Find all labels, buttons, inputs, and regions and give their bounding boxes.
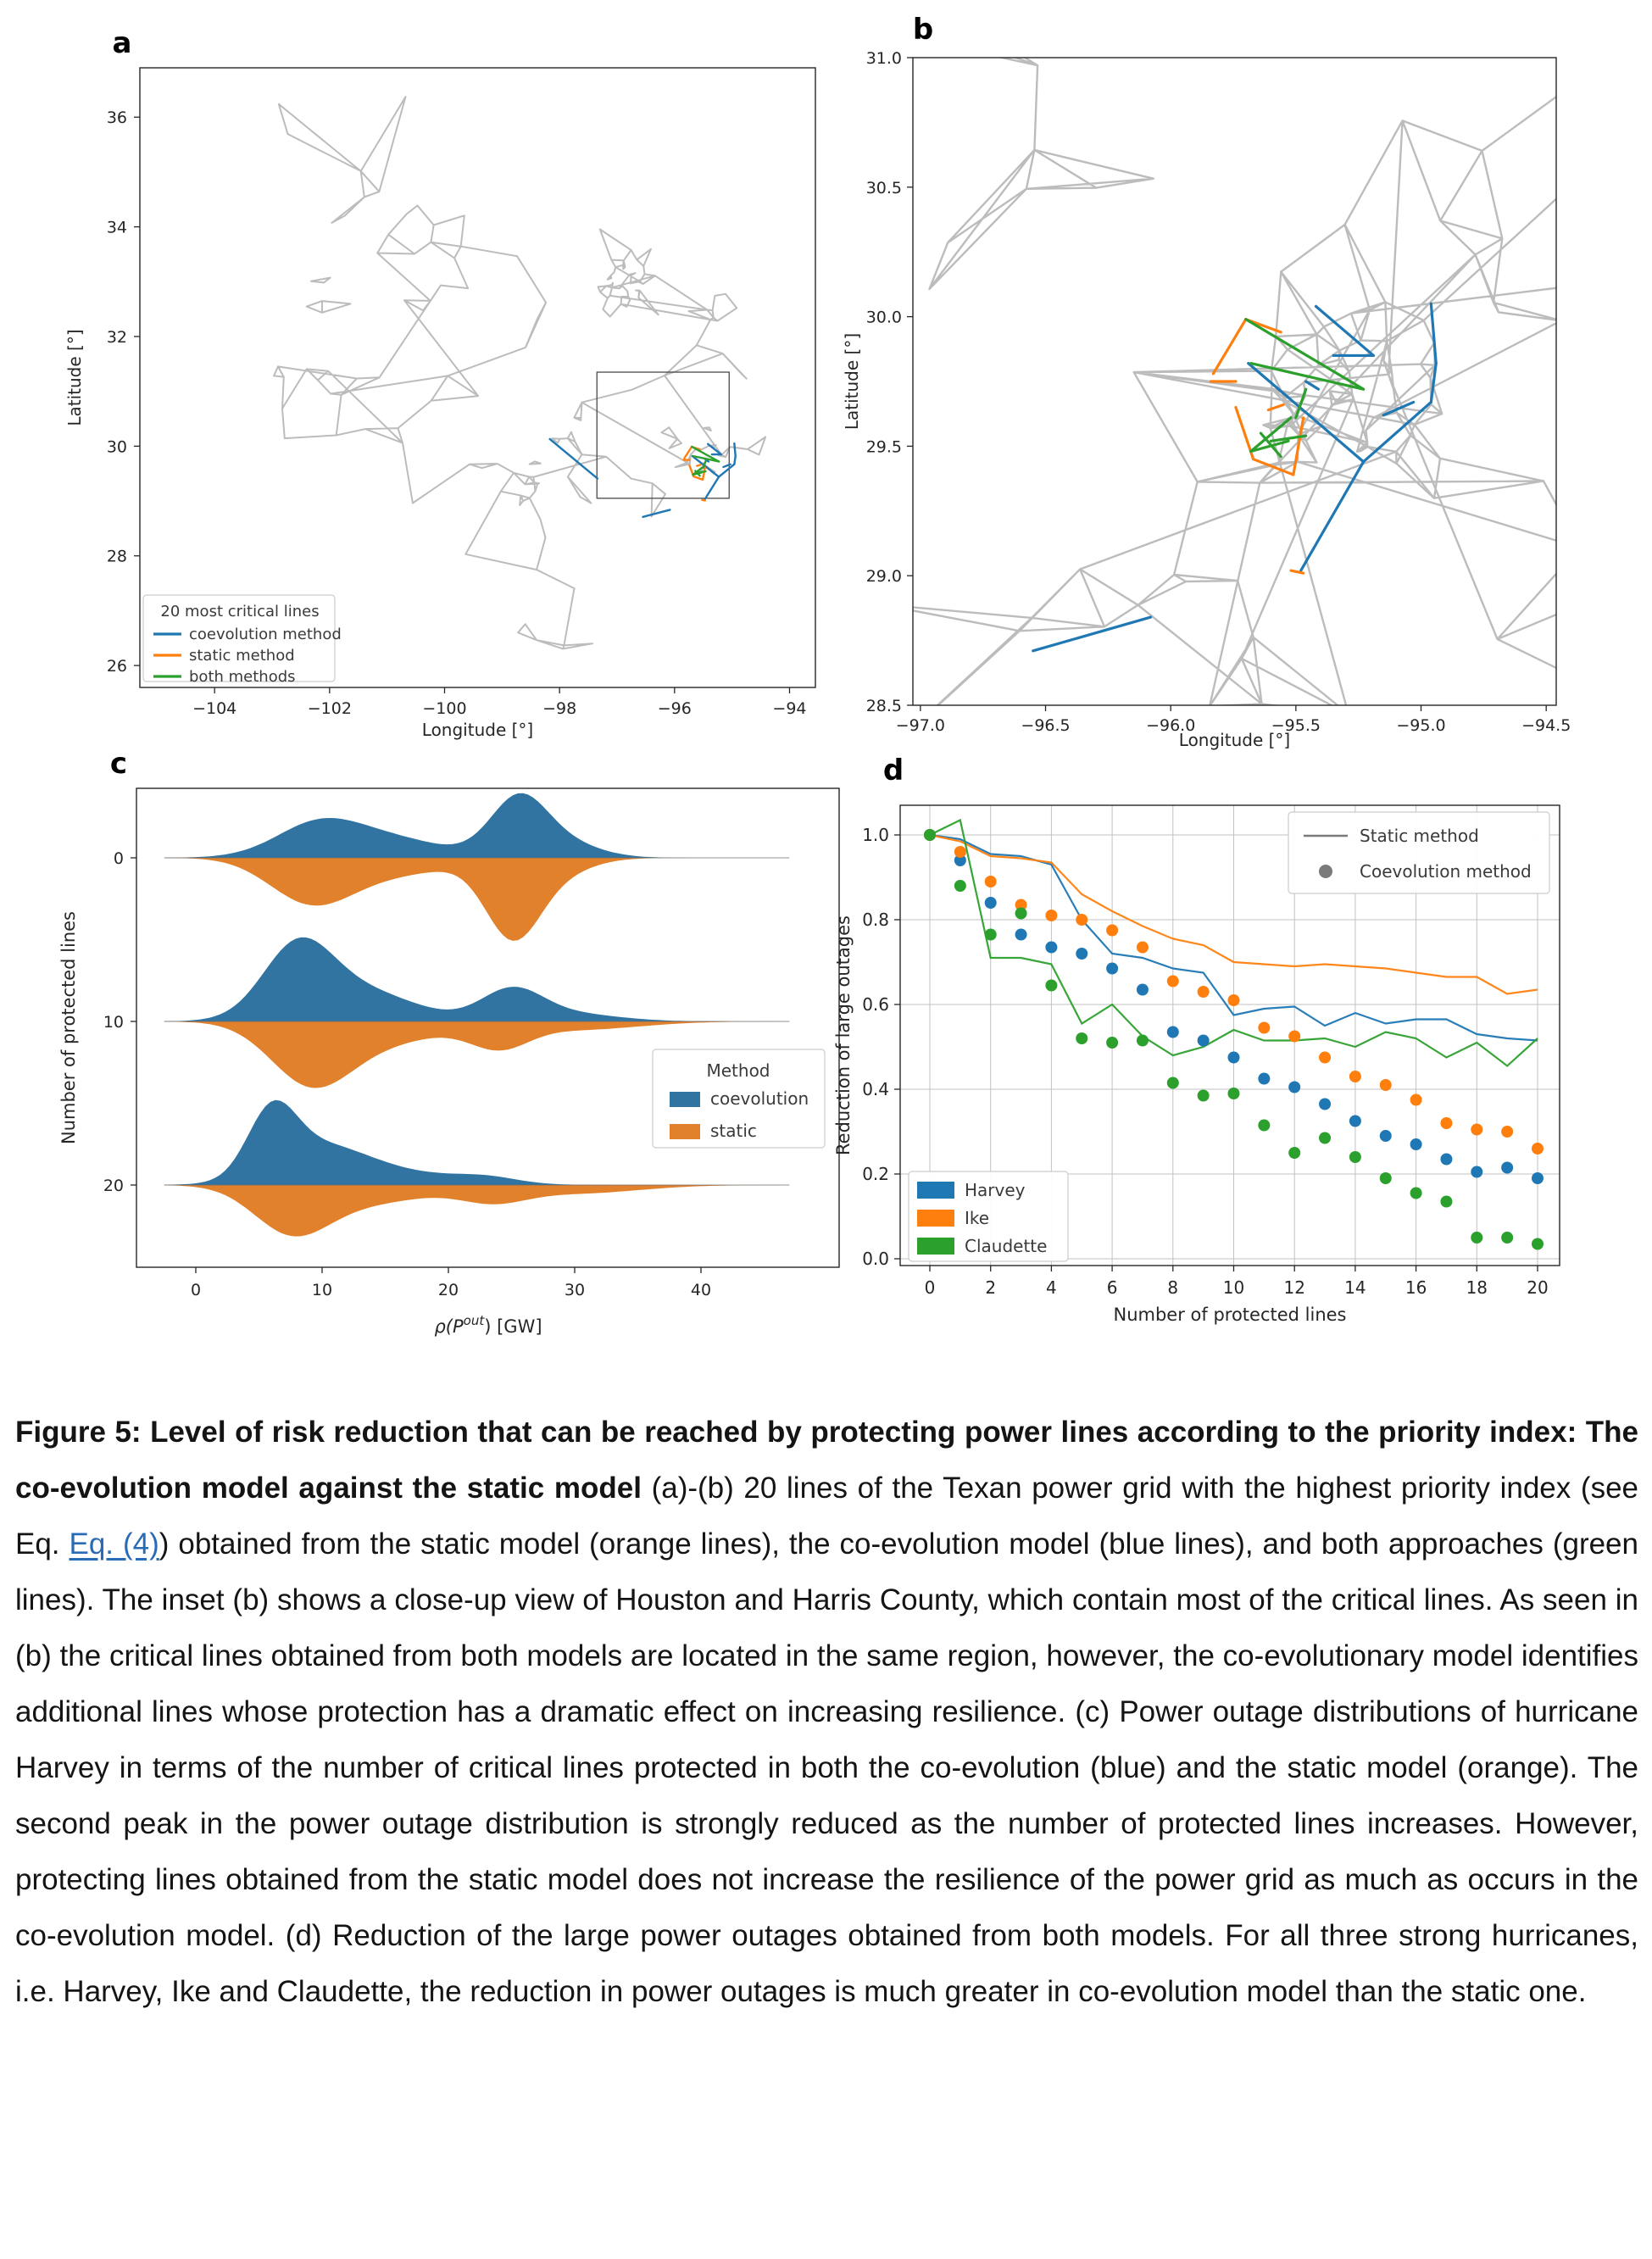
panel-a (64, 68, 815, 740)
critical-line-static (703, 468, 705, 480)
panel-c (58, 788, 839, 1337)
critical-line-static (702, 500, 704, 501)
panel-d (833, 805, 1560, 1325)
y-tick-label: 20 (103, 1177, 124, 1195)
x-tick-label: 8 (1167, 1277, 1179, 1298)
panel-letter-b: b (912, 13, 934, 47)
y-tick-label: 34 (106, 218, 127, 237)
dot-claudette-6 (1106, 1037, 1118, 1049)
dot-ike-2 (985, 876, 997, 887)
legend-label: static (710, 1121, 757, 1141)
dot-harvey-9 (1198, 1035, 1210, 1047)
y-tick-label: 1.0 (862, 825, 889, 845)
y-tick-label: 32 (106, 327, 127, 347)
legend-label: both methods (189, 668, 296, 686)
x-tick-label: −95.0 (1396, 716, 1446, 735)
dot-harvey-11 (1258, 1073, 1270, 1085)
x-axis-label: Longitude [°] (1178, 730, 1291, 750)
legend-label: static method (189, 647, 295, 665)
dot-harvey-16 (1410, 1138, 1422, 1150)
x-tick-label: 30 (564, 1281, 586, 1299)
inset-rectangle (597, 372, 729, 498)
dot-ike-7 (1137, 942, 1149, 954)
x-tick-label: 16 (1404, 1277, 1427, 1298)
legend-method (653, 1049, 825, 1148)
dot-harvey-15 (1380, 1130, 1392, 1142)
legend-label: Harvey (965, 1180, 1026, 1200)
x-axis-label: $\rho(P^{out})$ [GW] (434, 1313, 542, 1337)
legend-swatch-claudette (917, 1238, 954, 1255)
caption-text-1: (a)-(b) 20 lines of the Texan power grid with the highest priority index (see Eq. (15, 1472, 1639, 1561)
legend-critical-lines (143, 595, 342, 686)
x-axis-label: Number of protected lines (1113, 1305, 1347, 1325)
axes-spine-a (140, 68, 815, 687)
power-grid-mesh-houston (851, 14, 1630, 746)
critical-line-static (693, 476, 703, 480)
equation-link[interactable]: Eq. (4) (69, 1527, 159, 1561)
y-tick-label: 30.5 (865, 178, 902, 198)
y-tick-label: 0 (113, 849, 124, 868)
critical-line-static (1213, 320, 1245, 374)
legend-methods (1288, 812, 1549, 893)
y-tick-label: 26 (106, 657, 127, 676)
dot-claudette-8 (1167, 1077, 1179, 1089)
dot-ike-17 (1440, 1117, 1452, 1129)
x-tick-label: −94 (772, 699, 807, 718)
dot-harvey-14 (1349, 1116, 1361, 1127)
y-axis-label: Latitude [°] (842, 332, 862, 431)
dot-ike-5 (1076, 914, 1087, 926)
dot-ike-19 (1501, 1126, 1513, 1138)
y-tick-label: 10 (103, 1013, 124, 1032)
legend-label: Claudette (965, 1236, 1048, 1256)
dot-ike-15 (1380, 1079, 1392, 1091)
critical-line-coevolution (1301, 462, 1364, 570)
dot-harvey-7 (1137, 984, 1149, 996)
x-tick-label: −96.5 (1021, 716, 1071, 735)
figure-caption (15, 1405, 1638, 2020)
y-tick-label: 28 (106, 547, 127, 566)
power-grid-mesh-texas (274, 97, 765, 648)
y-axis-label: Latitude [°] (64, 329, 85, 426)
ridge-coevolution-row10 (164, 938, 790, 1021)
dot-harvey-6 (1106, 963, 1118, 975)
legend-label: coevolution (710, 1088, 809, 1109)
dot-harvey-20 (1532, 1172, 1544, 1184)
x-tick-label: 6 (1106, 1277, 1118, 1298)
panel-letter-a: a (112, 26, 132, 60)
dot-ike-4 (1045, 910, 1057, 921)
x-tick-label: −98 (542, 699, 577, 718)
x-tick-label: −95.5 (1271, 716, 1321, 735)
ridge-coevolution-row0 (164, 793, 790, 858)
legend-label: Coevolution method (1360, 861, 1532, 882)
dot-claudette-20 (1532, 1238, 1544, 1250)
dot-ike-6 (1106, 925, 1118, 937)
x-tick-label: −96.0 (1146, 716, 1196, 735)
dot-harvey-19 (1501, 1162, 1513, 1174)
dot-claudette-2 (985, 929, 997, 941)
x-tick-label: 10 (311, 1281, 333, 1299)
dot-ike-20 (1532, 1143, 1544, 1155)
dot-harvey-5 (1076, 948, 1087, 960)
y-tick-label: 28.5 (865, 697, 902, 715)
x-tick-label: 10 (1222, 1277, 1245, 1298)
legend-label: Static method (1360, 826, 1479, 846)
y-tick-label: 0.8 (862, 910, 889, 930)
y-tick-label: 0.6 (862, 994, 889, 1015)
panel-b (627, 14, 1629, 750)
legend-swatch-ike (917, 1210, 954, 1227)
dot-harvey-18 (1471, 1166, 1482, 1178)
dot-claudette-9 (1198, 1090, 1210, 1102)
legend-label: coevolution method (189, 626, 342, 643)
ridge-static-row20 (164, 1185, 790, 1237)
x-tick-label: −97.0 (895, 716, 945, 735)
x-tick-label: 0 (924, 1277, 936, 1298)
dot-harvey-13 (1319, 1099, 1331, 1110)
dot-claudette-1 (954, 880, 966, 892)
y-tick-label: 0.0 (862, 1249, 889, 1269)
x-tick-label: −94.5 (1521, 716, 1571, 735)
dot-ike-12 (1288, 1031, 1300, 1043)
caption-text-2: ) obtained from the static model (orange lines), the co-evolution model (blue lines), and both approaches (green lines). The inset (b) shows a close-up view of Houston and Harris County, which contain most of the critical lines. As seen in (b) the critical lines obtained from both models are located in the same region, however, the co-evolutionary model identifies additional lines whose protection has a dramatic effect on increasing resilience. (c) Power outage distributions of hurricane Harvey in terms of the number of critical lines protected in both the co-evolution (blue) and the static model (orange). The second peak in the power outage distribution is strongly reduced as the number of protected lines increases. However, protecting lines obtained from the static model does not increase the resilience of the power grid as much as occurs in the co-evolution model. (d) Reduction of the large power outages obtained from both models. For all three strong hurricanes, i.e. Harvey, Ike and Claudette, the reduction in power outages is much greater in co-evolution model than the static one. (15, 1527, 1638, 2008)
dot-ike-16 (1410, 1094, 1422, 1106)
dot-claudette-15 (1380, 1172, 1392, 1184)
dot-harvey-10 (1228, 1052, 1240, 1064)
dot-claudette-10 (1228, 1088, 1240, 1099)
y-axis-label: Reduction of large outages (833, 915, 854, 1155)
legend-swatch-harvey (917, 1182, 954, 1199)
legend-label: Ike (965, 1208, 990, 1228)
caption-bold-title: Figure 5: Level of risk reduction that can be reached by protecting power lines according to the priority index: The co-evolution model against the static model (15, 1416, 1638, 1505)
x-axis-label: Longitude [°] (421, 720, 534, 740)
x-tick-label: 0 (190, 1281, 202, 1299)
x-tick-label: −96 (657, 699, 692, 718)
y-tick-label: 0.4 (862, 1079, 889, 1099)
y-tick-label: 0.2 (862, 1164, 889, 1184)
x-tick-label: −102 (307, 699, 352, 718)
dot-ike-11 (1258, 1022, 1270, 1034)
dot-claudette-12 (1288, 1147, 1300, 1159)
critical-line-coevolution (643, 509, 670, 516)
dot-claudette-14 (1349, 1151, 1361, 1163)
critical-line-coevolution (704, 477, 719, 500)
x-tick-label: −100 (422, 699, 467, 718)
x-tick-label: 20 (1527, 1277, 1549, 1298)
critical-line-coevolution (1033, 617, 1151, 651)
legend-title: Method (706, 1060, 770, 1081)
x-tick-label: −104 (192, 699, 237, 718)
x-tick-label: 14 (1344, 1277, 1366, 1298)
x-tick-label: 40 (690, 1281, 712, 1299)
y-axis-label: Number of protected lines (58, 911, 79, 1144)
y-tick-label: 30 (106, 437, 127, 457)
legend-hurricanes (909, 1171, 1068, 1261)
critical-line-coevolution (734, 443, 735, 456)
dot-claudette-17 (1440, 1196, 1452, 1208)
dot-ike-9 (1198, 986, 1210, 998)
panel-letter-c: c (109, 747, 128, 781)
dot-ike-13 (1319, 1052, 1331, 1064)
x-tick-label: 12 (1283, 1277, 1305, 1298)
ridge-static-row0 (164, 858, 790, 941)
dot-claudette-18 (1471, 1232, 1482, 1244)
dot-ike-8 (1167, 976, 1179, 988)
dot-harvey-4 (1045, 942, 1057, 954)
x-tick-label: 18 (1466, 1277, 1488, 1298)
dot-ike-10 (1228, 994, 1240, 1006)
y-tick-label: 31.0 (865, 49, 902, 68)
dot-harvey-2 (985, 897, 997, 909)
dot-harvey-17 (1440, 1154, 1452, 1166)
dot-ike-14 (1349, 1071, 1361, 1082)
legend-dot-swatch (1319, 865, 1332, 878)
dot-claudette-13 (1319, 1132, 1331, 1144)
dot-claudette-4 (1045, 980, 1057, 992)
legend-swatch-1 (670, 1124, 700, 1139)
dot-harvey-8 (1167, 1027, 1179, 1038)
legend-title: 20 most critical lines (160, 603, 320, 620)
dot-claudette-5 (1076, 1032, 1087, 1044)
y-tick-label: 29.5 (865, 437, 902, 457)
x-tick-label: 4 (1046, 1277, 1057, 1298)
legend-swatch-0 (670, 1092, 700, 1107)
dot-claudette-3 (1015, 908, 1027, 920)
x-tick-label: 2 (985, 1277, 997, 1298)
dot-harvey-12 (1288, 1082, 1300, 1093)
dot-claudette-19 (1501, 1232, 1513, 1244)
dot-claudette-0 (924, 829, 936, 841)
dot-claudette-7 (1137, 1035, 1149, 1047)
dot-ike-1 (954, 846, 966, 858)
y-tick-label: 36 (106, 108, 127, 128)
panel-letter-d: d (882, 754, 904, 787)
critical-line-both (698, 471, 705, 472)
dot-claudette-16 (1410, 1188, 1422, 1199)
y-tick-label: 29.0 (865, 567, 902, 587)
x-tick-label: 20 (437, 1281, 459, 1299)
y-tick-label: 30.0 (865, 308, 902, 327)
dot-harvey-3 (1015, 929, 1027, 941)
dot-ike-18 (1471, 1124, 1482, 1136)
dot-claudette-11 (1258, 1120, 1270, 1132)
critical-line-coevolution (734, 456, 735, 465)
